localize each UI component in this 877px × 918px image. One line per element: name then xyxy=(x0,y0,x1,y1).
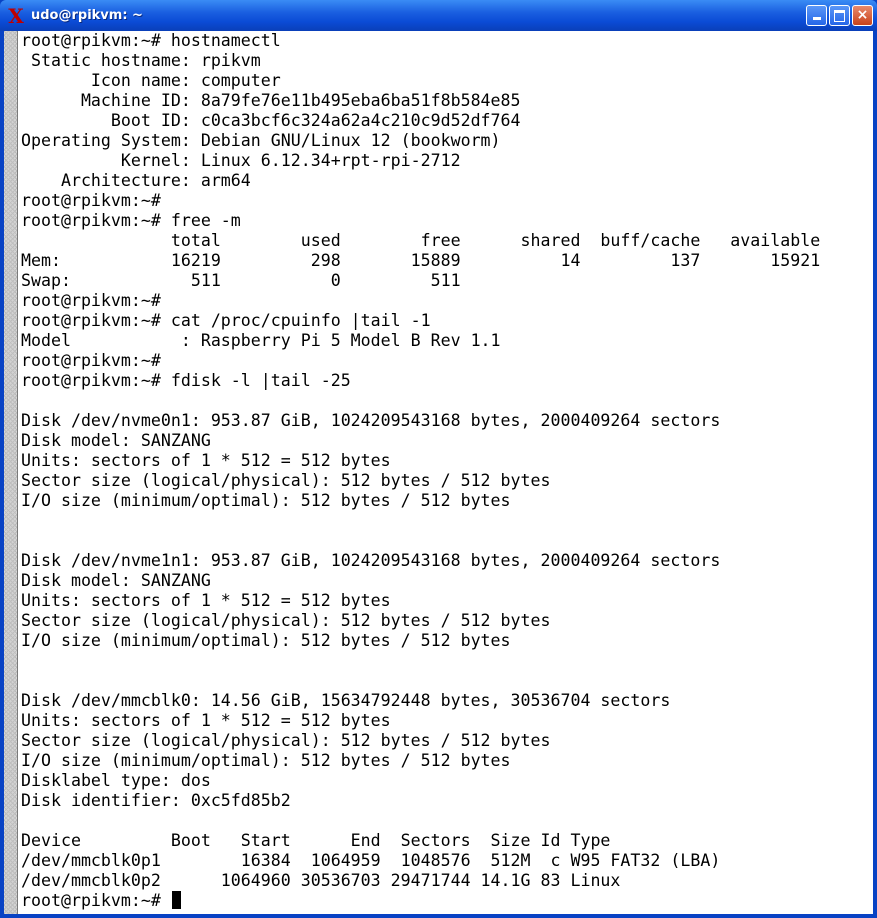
terminal-line: root@rpikvm:~# hostnamectl xyxy=(21,31,281,50)
xterm-icon[interactable]: X xyxy=(8,4,24,28)
terminal-line: Disk /dev/nvme1n1: 953.87 GiB, 1024209543168 bytes, 2000409264 sectors xyxy=(21,551,721,570)
terminal-line: Sector size (logical/physical): 512 bytes / 512 bytes xyxy=(21,471,551,490)
terminal-line: Disk model: SANZANG xyxy=(21,431,211,450)
terminal-prompt-line[interactable] xyxy=(21,891,871,911)
terminal-line: Icon name: computer xyxy=(21,71,281,90)
terminal-line: Static hostname: rpikvm xyxy=(21,51,261,70)
terminal-line: Kernel: Linux 6.12.34+rpt-rpi-2712 xyxy=(21,151,461,170)
terminal-line xyxy=(21,811,871,831)
terminal-line: Disk /dev/mmcblk0: 14.56 GiB, 15634792448 bytes, 30536704 sectors xyxy=(21,691,671,710)
terminal-line xyxy=(21,671,871,691)
terminal-line: Disk model: SANZANG xyxy=(21,571,211,590)
terminal-line xyxy=(21,531,871,551)
close-button[interactable] xyxy=(852,5,873,26)
prompt-text: root@rpikvm:~# xyxy=(21,891,171,910)
terminal-line xyxy=(21,651,871,671)
window-title: udo@rpikvm: ~ xyxy=(31,8,143,23)
text-cursor xyxy=(172,891,181,909)
scrollbar[interactable] xyxy=(4,31,18,914)
terminal-line xyxy=(21,511,871,531)
terminal-line: Swap: 511 0 511 xyxy=(21,271,461,290)
terminal-line: /dev/mmcblk0p2 1064960 30536703 29471744 14.1G 83 Linux xyxy=(21,871,621,890)
terminal-line xyxy=(21,391,871,411)
close-icon: × xyxy=(856,7,869,23)
terminal-line: Units: sectors of 1 * 512 = 512 bytes xyxy=(21,591,391,610)
terminal-line: I/O size (minimum/optimal): 512 bytes / 512 bytes xyxy=(21,751,511,770)
terminal-line: root@rpikvm:~# fdisk -l |tail -25 xyxy=(21,371,351,390)
terminal-client-area xyxy=(4,31,873,914)
terminal-line: root@rpikvm:~# xyxy=(21,351,161,370)
terminal-line: root@rpikvm:~# cat /proc/cpuinfo |tail -1 xyxy=(21,311,431,330)
terminal-output[interactable] xyxy=(21,31,871,914)
terminal-line: root@rpikvm:~# xyxy=(21,191,161,210)
title-bar[interactable] xyxy=(0,0,877,31)
minimize-icon xyxy=(813,17,821,20)
terminal-line: Disk identifier: 0xc5fd85b2 xyxy=(21,791,291,810)
terminal-line: Device Boot Start End Sectors Size Id Type xyxy=(21,831,611,850)
maximize-icon xyxy=(834,10,845,22)
terminal-line: root@rpikvm:~# free -m xyxy=(21,211,241,230)
terminal-line: Units: sectors of 1 * 512 = 512 bytes xyxy=(21,711,391,730)
terminal-line: Architecture: arm64 xyxy=(21,171,251,190)
scrollbar-thumb[interactable] xyxy=(6,31,15,914)
terminal-line: Units: sectors of 1 * 512 = 512 bytes xyxy=(21,451,391,470)
terminal-line: /dev/mmcblk0p1 16384 1064959 1048576 512M c W95 FAT32 (LBA) xyxy=(21,851,721,870)
terminal-line: Sector size (logical/physical): 512 bytes / 512 bytes xyxy=(21,731,551,750)
minimize-button[interactable] xyxy=(806,5,827,26)
terminal-line: total used free shared buff/cache available xyxy=(21,231,821,250)
maximize-button[interactable] xyxy=(829,5,850,26)
terminal-line: Disk /dev/nvme0n1: 953.87 GiB, 1024209543168 bytes, 2000409264 sectors xyxy=(21,411,721,430)
terminal-line: Model : Raspberry Pi 5 Model B Rev 1.1 xyxy=(21,331,501,350)
terminal-line: I/O size (minimum/optimal): 512 bytes / 512 bytes xyxy=(21,631,511,650)
terminal-line: Sector size (logical/physical): 512 bytes / 512 bytes xyxy=(21,611,551,630)
terminal-line: I/O size (minimum/optimal): 512 bytes / 512 bytes xyxy=(21,491,511,510)
terminal-line: Disklabel type: dos xyxy=(21,771,211,790)
terminal-line: Boot ID: c0ca3bcf6c324a62a4c210c9d52df764 xyxy=(21,111,521,130)
terminal-line: Machine ID: 8a79fe76e11b495eba6ba51f8b584e85 xyxy=(21,91,521,110)
terminal-line: root@rpikvm:~# xyxy=(21,291,161,310)
terminal-line: Operating System: Debian GNU/Linux 12 (bookworm) xyxy=(21,131,501,150)
terminal-line: Mem: 16219 298 15889 14 137 15921 xyxy=(21,251,821,270)
